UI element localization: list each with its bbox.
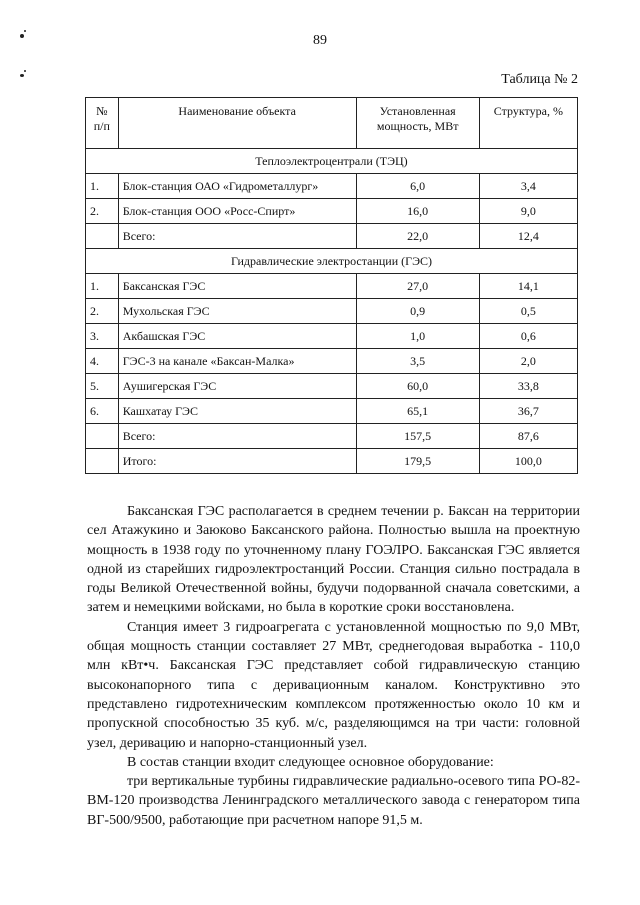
row-num bbox=[86, 224, 119, 249]
row-name: Всего: bbox=[118, 224, 356, 249]
page-number: 89 bbox=[313, 33, 327, 48]
row-share: 14,1 bbox=[479, 274, 577, 299]
section-title-ges: Гидравлические электростанции (ГЭС) bbox=[86, 249, 578, 274]
row-share: 87,6 bbox=[479, 424, 577, 449]
row-capacity: 1,0 bbox=[356, 324, 479, 349]
row-num: 3. bbox=[86, 324, 119, 349]
row-num: 2. bbox=[86, 299, 119, 324]
row-share: 36,7 bbox=[479, 399, 577, 424]
row-num: 1. bbox=[86, 274, 119, 299]
table-row bbox=[86, 374, 578, 399]
row-share: 33,8 bbox=[479, 374, 577, 399]
row-share: 3,4 bbox=[479, 174, 577, 199]
table-row bbox=[86, 274, 578, 299]
scan-mark bbox=[24, 70, 26, 72]
grand-total-row bbox=[86, 449, 578, 474]
table-row bbox=[86, 199, 578, 224]
row-capacity: 60,0 bbox=[356, 374, 479, 399]
row-name: ГЭС-3 на канале «Баксан-Малка» bbox=[118, 349, 356, 374]
section-row-tec bbox=[86, 149, 578, 174]
row-name: Итого: bbox=[118, 449, 356, 474]
row-num: 4. bbox=[86, 349, 119, 374]
row-name: Акбашская ГЭС bbox=[118, 324, 356, 349]
row-capacity: 6,0 bbox=[356, 174, 479, 199]
header-num: № п/п bbox=[86, 98, 119, 149]
table-header-row bbox=[86, 98, 578, 149]
row-name: Блок-станция ОАО «Гидрометаллург» bbox=[118, 174, 356, 199]
paragraph: Баксанская ГЭС располагается в среднем течении р. Баксан на территории сел Атажукино и Заюково Баксанского района. Полностью вышла на проектную мощность в 1938 году по уточненному плану ГОЭЛРО. Баксанская ГЭС является одной из старейших гидроэлектростанций России. Станция сильно пострадала в годы Великой Отечественной войны, будучи подорванной сначала советскими, а затем и немецкими войсками, но была в короткие сроки восстановлена. bbox=[87, 504, 580, 616]
table-title: Таблица № 2 bbox=[501, 72, 578, 87]
row-num: 2. bbox=[86, 199, 119, 224]
row-name: Мухольская ГЭС bbox=[118, 299, 356, 324]
table-row bbox=[86, 324, 578, 349]
row-share: 12,4 bbox=[479, 224, 577, 249]
row-share: 0,6 bbox=[479, 324, 577, 349]
row-share: 100,0 bbox=[479, 449, 577, 474]
row-share: 9,0 bbox=[479, 199, 577, 224]
header-capacity: Установленная мощность, МВт bbox=[356, 98, 479, 149]
row-num bbox=[86, 449, 119, 474]
table-row bbox=[86, 349, 578, 374]
table-row bbox=[86, 299, 578, 324]
body-text bbox=[87, 502, 580, 830]
row-capacity: 65,1 bbox=[356, 399, 479, 424]
row-num: 6. bbox=[86, 399, 119, 424]
section-row-ges bbox=[86, 249, 578, 274]
scan-mark bbox=[20, 74, 24, 77]
row-num: 1. bbox=[86, 174, 119, 199]
row-capacity: 157,5 bbox=[356, 424, 479, 449]
section-title-tec: Теплоэлектроцентрали (ТЭЦ) bbox=[86, 149, 578, 174]
paragraph: В состав станции входит следующее основное оборудование: bbox=[127, 754, 494, 770]
row-num bbox=[86, 424, 119, 449]
scan-mark bbox=[24, 30, 26, 32]
paragraph: три вертикальные турбины гидравлические радиально-осевого типа РО-82-ВМ-120 производства Ленинградского металлического завода с генератором типа ВГ-500/9500, работающие при расчетном напоре 91,5 м. bbox=[87, 774, 580, 828]
row-capacity: 27,0 bbox=[356, 274, 479, 299]
row-capacity: 3,5 bbox=[356, 349, 479, 374]
row-capacity: 179,5 bbox=[356, 449, 479, 474]
row-name: Баксанская ГЭС bbox=[118, 274, 356, 299]
row-share: 0,5 bbox=[479, 299, 577, 324]
subtotal-row-ges bbox=[86, 424, 578, 449]
header-share: Структура, % bbox=[479, 98, 577, 149]
header-name: Наименование объекта bbox=[118, 98, 356, 149]
row-name: Всего: bbox=[118, 424, 356, 449]
row-name: Аушигерская ГЭС bbox=[118, 374, 356, 399]
row-name: Кашхатау ГЭС bbox=[118, 399, 356, 424]
row-capacity: 16,0 bbox=[356, 199, 479, 224]
subtotal-row-tec bbox=[86, 224, 578, 249]
paragraph: Станция имеет 3 гидроагрегата с установленной мощностью по 9,0 МВт, общая мощность станции составляет 27 МВт, среднегодовая выработка - 110,0 млн кВт•ч. Баксанская ГЭС представляет собой гидравлическую станцию высоконапорного типа с деривационным каналом. Конструктивно это представлено гидротехническим комплексом протяженностью около 10 км и пропускной способностью 35 куб. м/с, разделяющимся на три части: головной узел, деривацию и напорно-станционный узел. bbox=[87, 619, 580, 751]
row-capacity: 0,9 bbox=[356, 299, 479, 324]
power-plants-table bbox=[85, 97, 578, 474]
row-share: 2,0 bbox=[479, 349, 577, 374]
row-num: 5. bbox=[86, 374, 119, 399]
table-row bbox=[86, 399, 578, 424]
row-capacity: 22,0 bbox=[356, 224, 479, 249]
row-name: Блок-станция ООО «Росс-Спирт» bbox=[118, 199, 356, 224]
table-row bbox=[86, 174, 578, 199]
